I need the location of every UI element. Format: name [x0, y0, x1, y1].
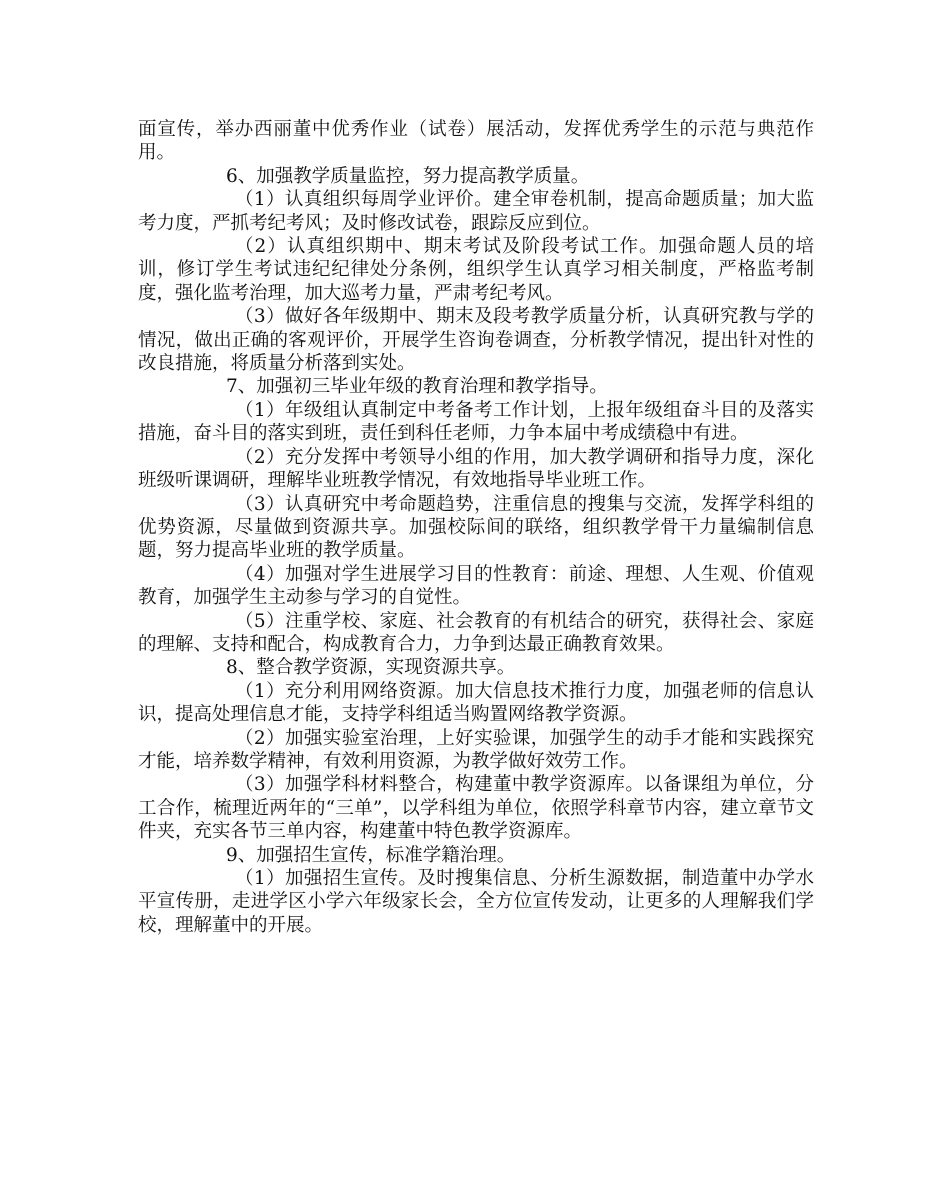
paragraph-6-1: （1）认真组织每周学业评价。建全审卷机制，提高命题质量；加大监考力度，严抓考纪考风；及时修改试卷，跟踪反应到位。 [138, 189, 814, 234]
paragraph-7-5: （5）注重学校、家庭、社会教育的有机结合的研究，获得社会、家庭的理解、支持和配合，构成教育合力，力争到达最正确教育效果。 [138, 610, 814, 655]
paragraph-6-3: （3）做好各年级期中、期末及段考教学质量分析，认真研究教与学的情况，做出正确的客观评价，开展学生咨询卷调查，分析教学情况，提出针对性的改良措施，将质量分析落到实处。 [138, 306, 814, 375]
paragraph-6-2: （2）认真组织期中、期末考试及阶段考试工作。加强命题人员的培训，修订学生考试违纪纪律处分条例，组织学生认真学习相关制度，严格监考制度，强化监考治理，加大巡考力量，严肃考纪考风。 [138, 236, 814, 304]
paragraph-7-3: （3）认真研究中考命题趋势，注重信息的搜集与交流，发挥学科组的优势资源，尽量做到资源共享。加强校际间的联络，组织教学骨干力量编制信息题，努力提高毕业班的教学质量。 [138, 493, 814, 562]
paragraph-9-1: （1）加强招生宣传。及时搜集信息、分析生源数据，制造董中办学水平宣传册，走进学区小学六年级家长会，全方位宣传发动，让更多的人理解我们学校，理解董中的开展。 [138, 868, 814, 936]
section-heading-6: 6、加强教学质量监控，努力提高教学质量。 [226, 165, 590, 187]
paragraph-8-3: （3）加强学科材料整合，构建董中教学资源库。以备课组为单位，分工合作，梳理近两年的“三单”，以学科组为单位，依照学科章节内容，建立章节文件夹，充实各节三单内容，构建董中特色教学资源库。 [138, 774, 814, 843]
paragraph-continuation: 面宣传，举办西丽董中优秀作业（试卷）展活动，发挥优秀学生的示范与典范作用。 [138, 119, 814, 164]
paragraph-7-2: （2）充分发挥中考领导小组的作用，加大教学调研和指导力度，深化班级听课调研，理解毕业班教学情况，有效地指导毕业班工作。 [138, 446, 814, 492]
paragraph-8-2: （2）加强实验室治理，上好实验课，加强学生的动手才能和实践探究才能，培养数学精神，有效利用资源，为教学做好效劳工作。 [138, 727, 814, 772]
section-heading-8: 8、整合教学资源，实现资源共享。 [226, 657, 516, 679]
document-page [138, 118, 814, 937]
section-heading-9: 9、加强招生宣传，标准学籍治理。 [226, 844, 516, 866]
paragraph-7-4: （4）加强对学生进展学习目的性教育：前途、理想、人生观、价值观教育，加强学生主动参与学习的自觉性。 [138, 563, 814, 609]
section-heading-7: 7、加强初三毕业年级的教育治理和教学指导。 [226, 376, 608, 398]
paragraph-8-1: （1）充分利用网络资源。加大信息技术推行力度，加强老师的信息认识，提高处理信息才能，支持学科组适当购置网络教学资源。 [138, 680, 814, 726]
paragraph-7-1: （1）年级组认真制定中考备考工作计划，上报年级组奋斗目的及落实措施，奋斗目的落实到班，责任到科任老师，力争本届中考成绩稳中有进。 [138, 399, 814, 445]
